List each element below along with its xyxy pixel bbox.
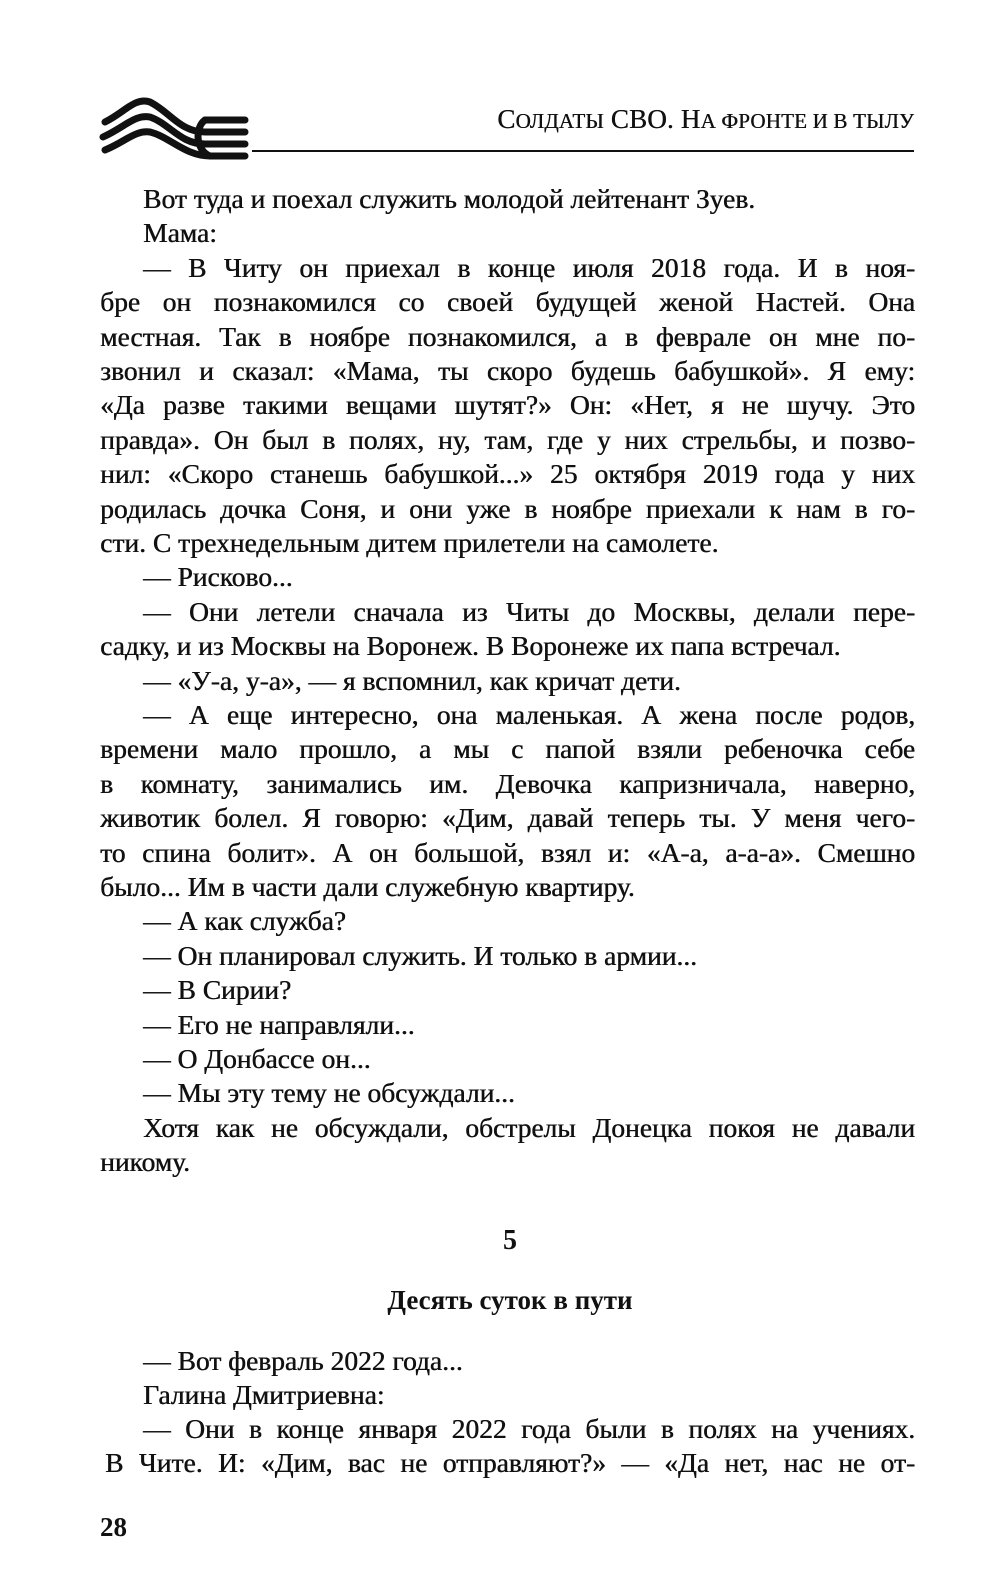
text-line: — Мы эту тему не обсуждали... — [143, 1077, 515, 1109]
page-number: 28 — [100, 1512, 127, 1542]
text-line: бре он познакомился со своей будущей женой Настей. Она — [100, 286, 915, 318]
text-line: никому. — [100, 1146, 190, 1178]
text-line: Вот туда и поехал служить молодой лейтенант Зуев. — [143, 183, 755, 214]
text-line: — Его не направляли... — [143, 1008, 415, 1040]
text-line: — О Донбассе он... — [143, 1043, 371, 1074]
text-line: Галина Дмитриевна: — [143, 1379, 385, 1410]
chapter-number: 5 — [503, 1225, 517, 1256]
text-line: — Они летели сначала из Читы до Москвы, делали пере- — [143, 595, 915, 627]
text-line: то спина болит». А он большой, взял и: «А-а, а-а-а». Смешно — [100, 836, 915, 868]
text-line: было... Им в части дали служебную квартиру. — [100, 871, 635, 902]
text-line: — Они в конце января 2022 года были в полях на учениях. — [143, 1413, 915, 1444]
text-line: нил: «Скоро станешь бабушкой...» 25 октября 2019 года у них — [100, 458, 915, 490]
running-title: СОЛДАТЫ СВО. НА ФРОНТЕ И В ТЫЛУ — [497, 104, 914, 134]
text-line: правда». Он был в полях, ну, там, где у них стрельбы, и позво- — [100, 423, 915, 455]
text-line: звонил и сказал: «Мама, ты скоро будешь бабушкой». Я ему: — [100, 355, 915, 386]
text-line: сти. С трехнедельным дитем прилетели на самолете. — [100, 527, 719, 558]
text-line: «Да разве такими вещами шутят?» Он: «Нет, я не шучу. Это — [100, 389, 915, 421]
text-line: местная. Так в ноябре познакомился, а в феврале он мне по- — [100, 320, 915, 352]
text-line: в комнату, занимались им. Девочка капризничала, наверно, — [100, 767, 915, 799]
text-line: родилась дочка Соня, и они уже в ноябре приехали к нам в го- — [100, 492, 915, 524]
text-line: — Рисково... — [143, 561, 293, 593]
text-line: — «У-а, у-а», — я вспомнил, как кричат дети. — [143, 664, 681, 696]
text-line: — А еще интересно, она маленькая. А жена после родов, — [143, 699, 915, 730]
text-line: времени мало прошло, а мы с папой взяли ребеночка себе — [100, 733, 915, 765]
wave-logo-icon — [95, 92, 255, 162]
text-line: — Он планировал служить. И только в армии... — [143, 939, 697, 971]
header-rule — [252, 150, 914, 152]
text-line: животик болел. Я говорю: «Дим, давай теперь ты. У меня чего- — [100, 802, 915, 834]
text-line: Хотя как не обсуждали, обстрелы Донецка покоя не давали — [143, 1111, 915, 1143]
chapter-title: Десять суток в пути — [387, 1285, 633, 1315]
text-line: — В Читу он приехал в конце июля 2018 года. И в ноя- — [143, 251, 915, 283]
text-line: — В Сирии? — [143, 974, 292, 1006]
text-line: — А как служба? — [143, 905, 346, 937]
text-line: — Вот февраль 2022 года... — [143, 1345, 463, 1376]
text-line: Мама: — [143, 217, 217, 249]
text-line: садку, и из Москвы на Воронеж. В Воронеже их папа встречал. — [100, 630, 841, 662]
text-line: В Чите. И: «Дим, вас не отправляют?» — «Да нет, нас не от- — [105, 1447, 915, 1478]
